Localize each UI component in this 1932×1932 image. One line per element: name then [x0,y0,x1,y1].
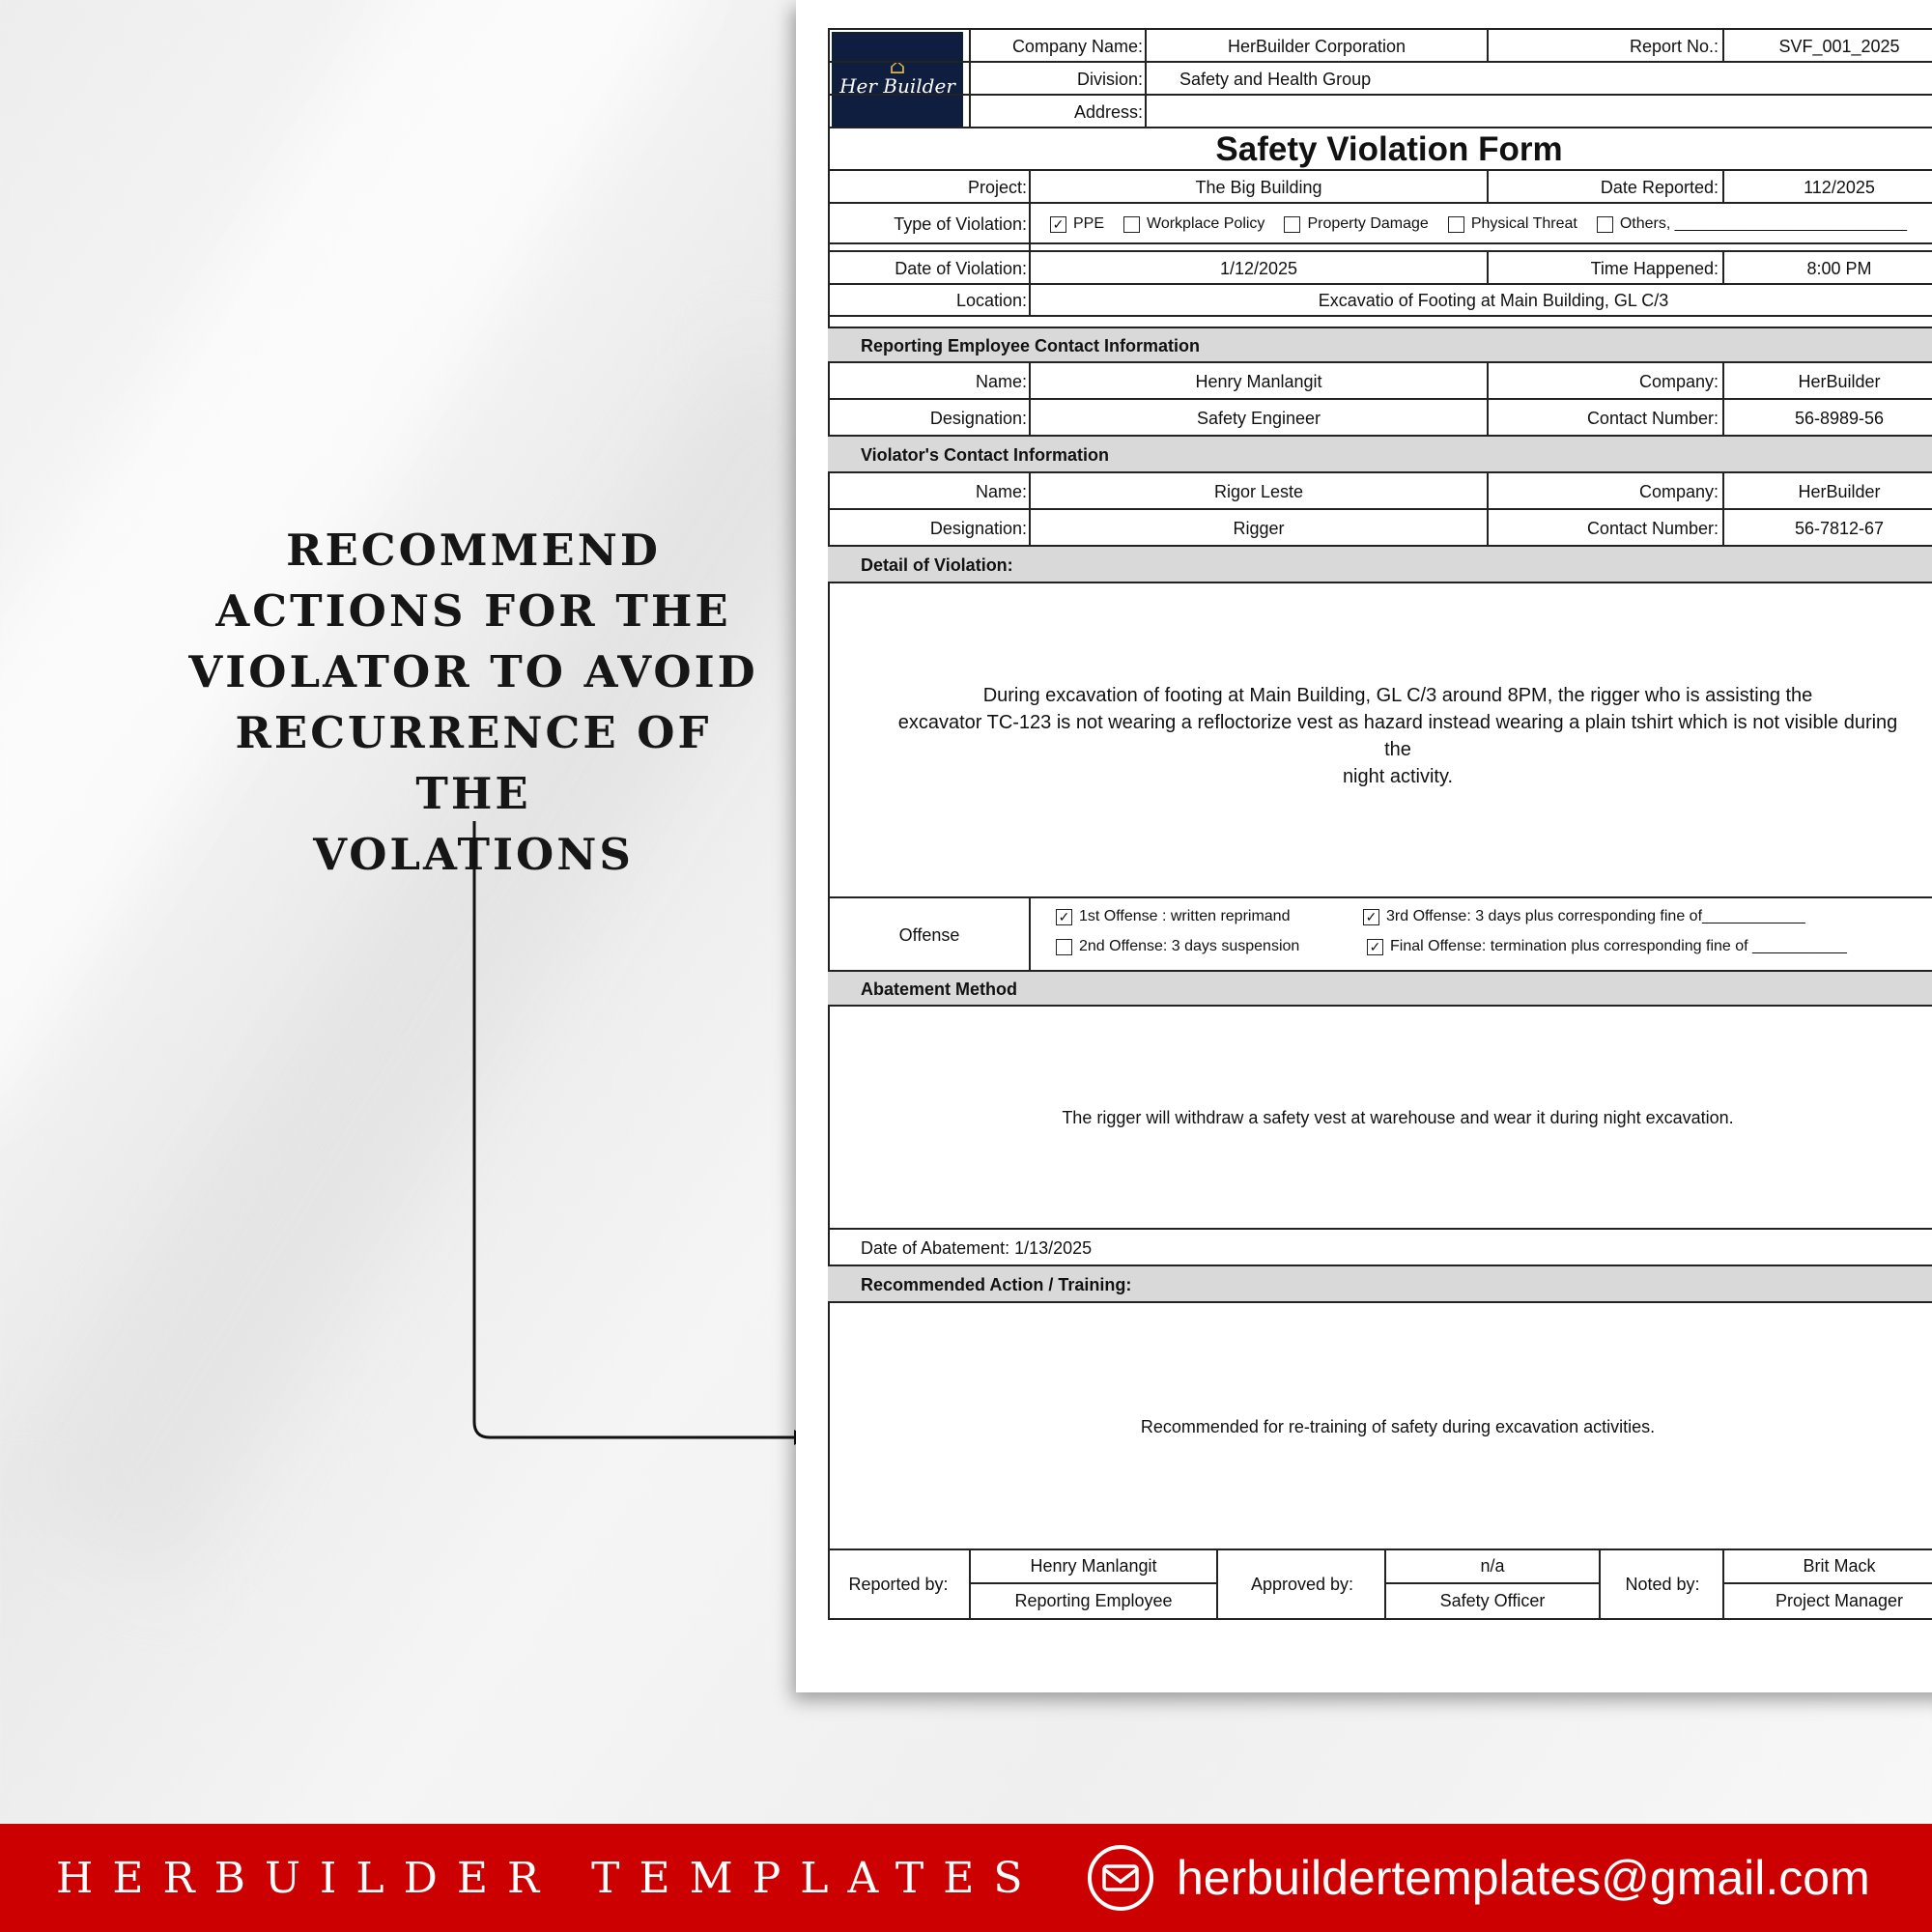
offense-options [1029,898,1932,972]
date-of-violation-value: 1/12/2025 [1029,252,1487,285]
address-value [1145,96,1932,128]
house-roof-icon: ⌂ [889,55,906,79]
footer-bar [0,1824,1932,1932]
connector-line [474,821,798,1437]
violation-type-workplace-policy[interactable]: Workplace Policy [1123,215,1264,233]
violator-designation: Rigger [1029,510,1487,547]
company-name-label: Company Name: [969,30,1147,63]
division-value: Safety and Health Group [1145,63,1932,96]
approved-by-name: n/a [1384,1550,1599,1584]
logo-text: Her Builder [839,74,955,98]
company-name-value: HerBuilder Corporation [1145,30,1487,63]
checkbox [1448,216,1464,233]
form-title: Safety Violation Form [1215,130,1563,168]
checkbox [1123,216,1140,233]
violation-type-property-damage[interactable]: Property Damage [1284,215,1428,233]
detail-line: excavator TC-123 is not wearing a refloctorize vest as hazard instead wearing a plain tshirt which is not visible during [897,712,1898,733]
reporter-name-label: Name: [975,371,1027,391]
reporter-contact: 56-8989-56 [1722,400,1932,437]
brand-name: HERBUILDER TEMPLATES [56,1853,1042,1903]
callout-line: RECOMMEND [286,525,661,576]
date-of-abatement: Date of Abatement: 1/13/2025 [861,1237,1093,1258]
reporter-name: Henry Manlangit [1029,363,1487,400]
offense-label: Offense [898,924,960,945]
violator-name: Rigor Leste [1029,473,1487,510]
violation-type-physical-threat[interactable]: Physical Threat [1448,215,1577,233]
callout-line: RECURRENCE OF THE [235,707,712,819]
email-contact[interactable] [1086,1824,1870,1932]
violator-section: Violator's Contact Information [861,444,1109,465]
reporter-designation-label: Designation: [929,408,1027,428]
violator-contact-label: Contact Number: [1487,510,1722,547]
reporter-contact-label: Contact Number: [1487,400,1722,437]
reporter-designation: Safety Engineer [1029,400,1487,437]
address-label: Address: [969,96,1147,128]
noted-by-label: Noted by: [1599,1550,1724,1618]
offense-second[interactable]: 2nd Offense: 3 days suspension [1056,938,1299,955]
violation-type-ppe[interactable]: ✓ PPE [1050,215,1104,233]
reporter-company: HerBuilder [1722,363,1932,400]
date-reported-label: Date Reported: [1487,171,1722,204]
detail-line: night activity. [1342,766,1454,787]
callout-line: VOLATIONS [313,829,634,880]
reported-by-role: Reporting Employee [969,1584,1216,1618]
violation-type-others[interactable]: Others, ___________________________ [1597,215,1907,233]
recommended-text: Recommended for re-training of safety during excavation activities. [1140,1416,1656,1436]
time-happened-label: Time Happened: [1487,252,1722,285]
callout-line: ACTIONS FOR THE [215,585,731,637]
abatement-section: Abatement Method [861,979,1017,999]
location-label: Location: [955,291,1027,310]
violator-designation-label: Designation: [929,518,1027,538]
reported-by-label: Reported by: [848,1574,949,1594]
type-of-violation-label: Type of Violation: [894,213,1027,234]
report-no-label: Report No.: [1487,30,1722,63]
detail-line: During excavation of footing at Main Building, GL C/3 around 8PM, the rigger who is assisting the [982,685,1813,706]
callout-line: VIOLATOR TO AVOID [188,646,758,697]
reported-by-name: Henry Manlangit [969,1550,1216,1584]
violation-type-options [1029,204,1932,244]
approved-by-label: Approved by: [1216,1550,1386,1618]
violator-company: HerBuilder [1722,473,1932,510]
report-no-value: SVF_001_2025 [1722,30,1932,63]
date-reported-value: 112/2025 [1722,171,1932,204]
reporter-company-label: Company: [1487,363,1722,400]
checkbox: ✓ [1050,216,1066,233]
offense-third[interactable]: ✓ 3rd Offense: 3 days plus corresponding fine of____________ [1363,908,1805,925]
location-value: Excavatio of Footing at Main Building, GL C/3 [1029,285,1932,317]
offense-final[interactable]: ✓ Final Offense: termination plus corresponding fine of ___________ [1367,938,1847,955]
detail-text [828,583,1932,889]
abatement-text: The rigger will withdraw a safety vest at warehouse and wear it during night excavation. [1062,1108,1734,1127]
date-of-violation-label: Date of Violation: [895,258,1027,278]
time-happened-value: 8:00 PM [1722,252,1932,285]
recommended-section: Recommended Action / Training: [861,1274,1132,1294]
project-value: The Big Building [1029,171,1487,204]
checkbox [1056,939,1072,955]
checkbox: ✓ [1367,939,1383,955]
checkbox [1597,216,1613,233]
project-label: Project: [967,177,1027,197]
offense-first[interactable]: ✓ 1st Offense : written reprimand [1056,908,1290,925]
division-label: Division: [969,63,1147,96]
checkbox: ✓ [1056,909,1072,925]
checkbox: ✓ [1363,909,1379,925]
violator-name-label: Name: [975,481,1027,501]
violator-company-label: Company: [1487,473,1722,510]
detail-section: Detail of Violation: [861,554,1013,575]
mail-icon [1086,1843,1155,1913]
violator-contact: 56-7812-67 [1722,510,1932,547]
email-text: herbuildertemplates@gmail.com [1177,1851,1870,1905]
approved-by-role: Safety Officer [1384,1584,1599,1618]
noted-by-name: Brit Mack [1722,1550,1932,1584]
checkbox [1284,216,1300,233]
reporting-employee-section: Reporting Employee Contact Information [861,335,1201,355]
noted-by-role: Project Manager [1722,1584,1932,1618]
detail-line: the [1384,739,1411,760]
